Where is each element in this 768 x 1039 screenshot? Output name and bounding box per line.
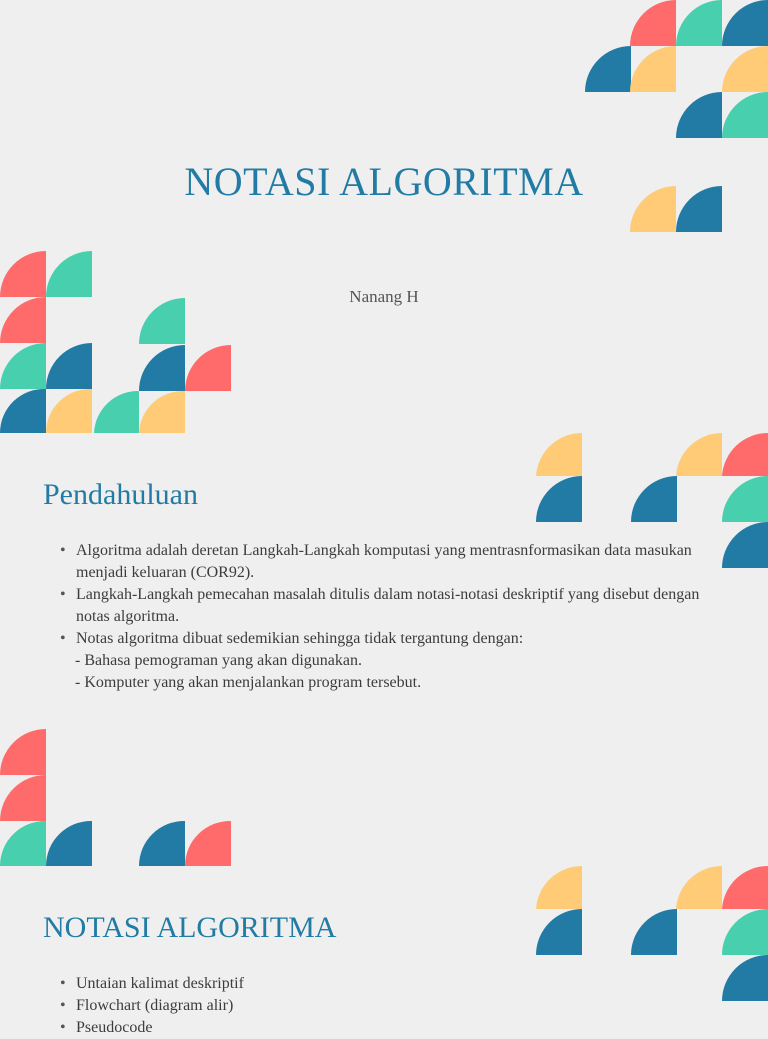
slide-title: NOTASI ALGORITMA (184, 159, 584, 204)
sub-item: - Bahasa pemograman yang akan digunakan. (75, 652, 363, 669)
quarter-circle-shape (722, 522, 768, 568)
quarter-circle-shape (722, 955, 768, 1001)
quarter-circle-shape (722, 0, 768, 46)
quarter-circle-shape (631, 909, 677, 955)
quarter-circle-shape (722, 866, 768, 909)
quarter-circle-shape (0, 775, 46, 821)
author-name: Nanang H (349, 287, 419, 306)
quarter-circle-shape (185, 821, 231, 866)
quarter-circle-shape (0, 821, 46, 866)
quarter-circle-shape (676, 866, 722, 909)
bullet-item: • Flowchart (diagram alir) (60, 995, 710, 1017)
quarter-circle-shape (536, 476, 582, 522)
bullet-item: • Pseudocode (60, 1017, 710, 1039)
quarter-circle-shape (722, 909, 768, 955)
quarter-circle-shape (139, 345, 185, 391)
quarter-circle-shape (631, 476, 677, 522)
quarter-circle-shape (46, 821, 92, 866)
quarter-circle-shape (46, 389, 92, 433)
quarter-circle-shape (722, 92, 768, 138)
quarter-circle-shape (139, 821, 185, 866)
bullet-item: • Algoritma adalah deretan Langkah-Langkah komputasi yang mentrasnformasikan data masukan menjadi keluaran (COR92). (60, 540, 710, 584)
bullet-item: • Untaian kalimat deskriptif (60, 973, 710, 995)
bullet-list-pendahuluan (60, 540, 710, 694)
sub-item: - Komputer yang akan menjalankan program tersebut. (75, 674, 422, 691)
quarter-circle-shape (0, 389, 46, 433)
quarter-circle-shape (585, 46, 631, 92)
quarter-circle-shape (536, 433, 582, 476)
quarter-circle-shape (139, 391, 185, 433)
quarter-circle-shape (722, 476, 768, 522)
quarter-circle-shape (630, 0, 676, 46)
quarter-circle-shape (676, 433, 722, 476)
bullet-item: • Langkah-Langkah pemecahan masalah ditulis dalam notasi-notasi deskriptif yang disebut dengan notas algoritma. (60, 584, 710, 628)
quarter-circle-shape (0, 343, 46, 389)
quarter-circle-shape (630, 46, 676, 92)
slide-heading-pendahuluan: Pendahuluan (43, 478, 198, 511)
bullet-list-notasi (60, 973, 710, 1039)
quarter-circle-shape (536, 909, 582, 955)
slide-heading-notasi: NOTASI ALGORITMA (43, 911, 337, 944)
quarter-circle-shape (46, 343, 92, 389)
quarter-circle-shape (185, 345, 231, 391)
quarter-circle-shape (536, 866, 582, 909)
quarter-circle-shape (676, 0, 722, 46)
quarter-circle-shape (722, 46, 768, 92)
quarter-circle-shape (722, 433, 768, 476)
quarter-circle-shape (0, 729, 46, 775)
bullet-item: • Notas algoritma dibuat sedemikian sehingga tidak tergantung dengan: (60, 628, 710, 650)
quarter-circle-shape (94, 391, 139, 433)
quarter-circle-shape (676, 92, 722, 138)
